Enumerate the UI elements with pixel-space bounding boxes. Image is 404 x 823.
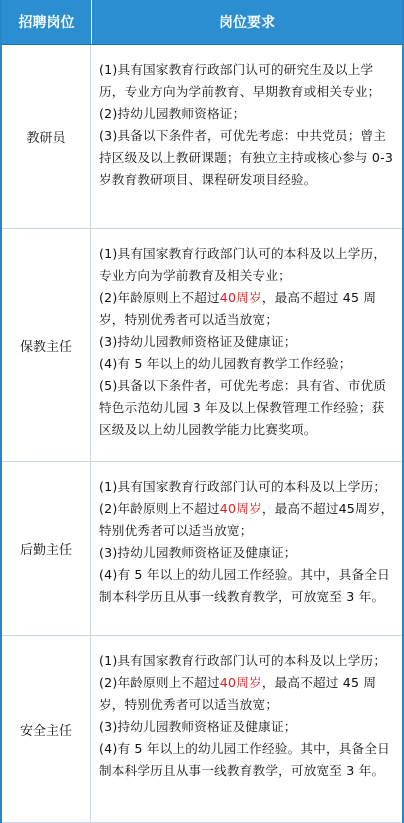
position-cell: 教研员 xyxy=(2,45,91,228)
age-text-b: ，最高不超过45周岁，特别优秀者可以适当放宽； xyxy=(99,501,394,538)
requirement-line: (4)有 5 年以上的幼儿园工作经验。其中，具备全日制本科学历且从事一线教育教学，可放宽至 3 年。 xyxy=(99,741,390,778)
requirement-line: (5)具备以下条件者，可优先考虑：具有省、市优质特色示范幼儿园 3 年及以上保教管理工作经验；获区级及以上幼儿园教学能力比赛奖项。 xyxy=(99,378,387,437)
age-text-b: ，最高不超过 45 周岁，特别优秀者可以适当放宽； xyxy=(99,675,377,712)
age-text-a: (2)年龄原则上不超过 xyxy=(99,290,220,305)
position-cell: 后勤主任 xyxy=(2,462,91,635)
age-text-a: (2)年龄原则上不超过 xyxy=(99,675,220,690)
requirement-line: (1)具有国家教育行政部门认可的本科及以上学历； xyxy=(99,479,387,494)
requirements-cell xyxy=(91,45,402,228)
requirements-cell xyxy=(91,229,402,461)
requirement-line: (3)具备以下条件者，可优先考虑：中共党员；曾主持区级及以上教研课题；有独立主持或核心参与 0-3 岁教育教研项目、课程研发项目经验。 xyxy=(99,128,394,187)
table-row xyxy=(2,229,402,462)
requirement-line: (4)有 5 年以上的幼儿园工作经验。其中，具备全日制本科学历且从事一线教育教学，可放宽至 3 年。 xyxy=(99,567,390,604)
position-cell: 安全主任 xyxy=(2,636,91,822)
requirement-line: (2)持幼儿园教师资格证； xyxy=(99,106,246,121)
requirement-line: (1)具有国家教育行政部门认可的本科及以上学历； xyxy=(99,653,387,668)
age-text-a: (2)年龄原则上不超过 xyxy=(99,501,220,516)
table-row xyxy=(2,45,402,229)
requirement-line xyxy=(99,287,394,331)
requirement-line: (3)持幼儿园教师资格证及健康证； xyxy=(99,545,297,560)
requirement-line: (1)具有国家教育行政部门认可的研究生及以上学历，专业方向为学前教育、早期教育或相关专业； xyxy=(99,62,381,99)
header-requirements: 岗位要求 xyxy=(219,15,275,31)
requirement-line: (3)持幼儿园教师资格证及健康证； xyxy=(99,334,297,349)
table-row xyxy=(2,636,402,823)
age-limit-highlight: 40周岁 xyxy=(219,675,262,690)
age-text-b: ，最高不超过 45 周岁，特别优秀者可以适当放宽； xyxy=(99,290,377,327)
requirement-line: (4)有 5 年以上的幼儿园教育教学工作经验； xyxy=(99,356,352,371)
requirement-line: (3)持幼儿园教师资格证及健康证； xyxy=(99,719,297,734)
table-row xyxy=(2,462,402,636)
requirement-line: (1)具有国家教育行政部门认可的本科及以上学历，专业方向为学前教育及相关专业； xyxy=(99,246,387,283)
table-header xyxy=(2,0,402,45)
requirement-line xyxy=(99,672,394,716)
age-limit-highlight: 40周岁 xyxy=(219,290,262,305)
requirements-cell xyxy=(91,636,402,822)
header-position: 招聘岗位 xyxy=(2,0,92,44)
requirements-cell xyxy=(91,462,402,635)
age-limit-highlight: 40周岁 xyxy=(219,501,262,516)
position-cell: 保教主任 xyxy=(2,229,91,461)
requirement-line xyxy=(99,498,394,542)
